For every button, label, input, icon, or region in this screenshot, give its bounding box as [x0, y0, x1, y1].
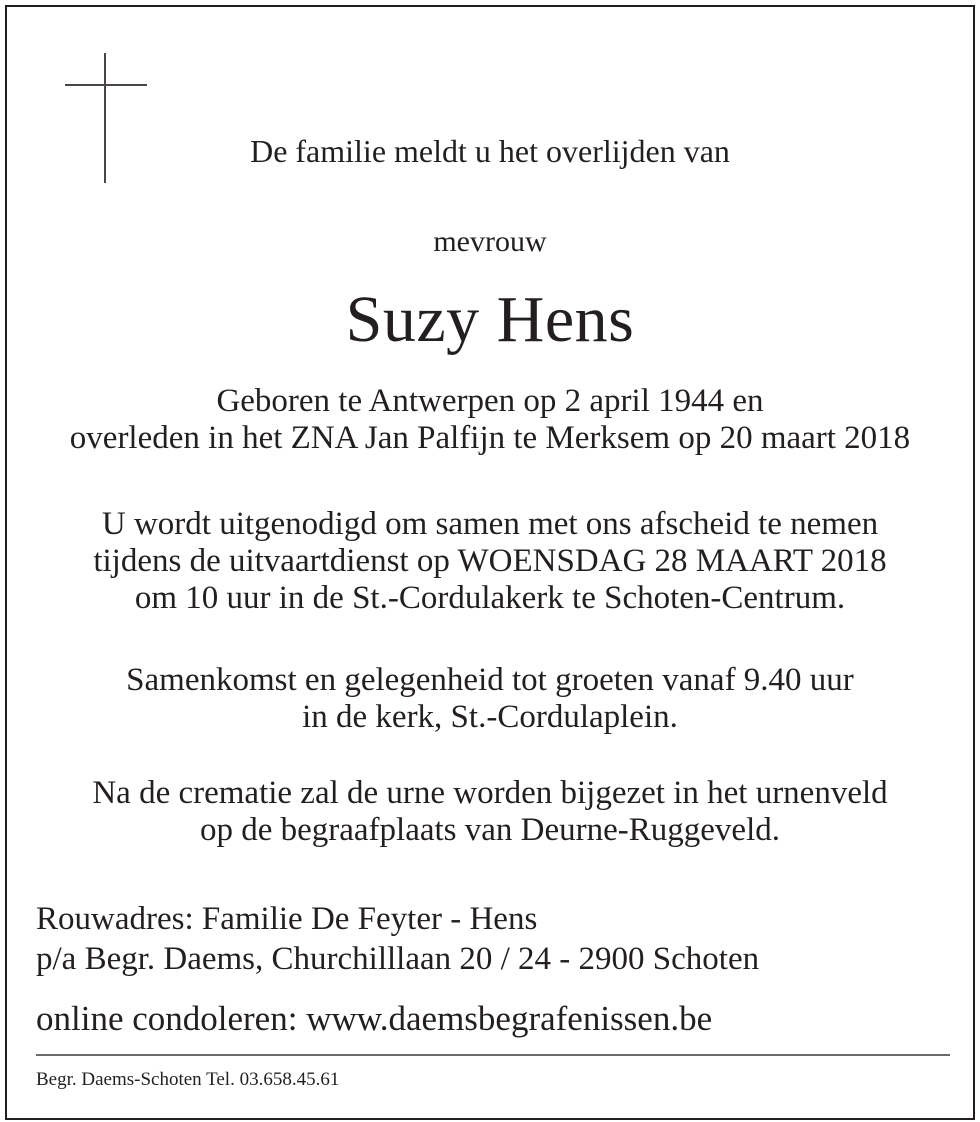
- gathering-line: in de kerk, St.-Cordulaplein.: [302, 699, 678, 735]
- birth-line: Geboren te Antwerpen op 2 april 1944 en: [216, 383, 764, 419]
- invitation-block: [0, 506, 980, 617]
- deceased-name: Suzy Hens: [345, 283, 635, 356]
- funeral-home-footer: Begr. Daems-Schoten Tel. 03.658.45.61: [36, 1069, 340, 1090]
- cross-horizontal-bar: [65, 84, 147, 86]
- honorific: mevrouw: [433, 225, 547, 258]
- cremation-block: [0, 775, 980, 849]
- mourning-address: [36, 899, 759, 979]
- address-line: Rouwadres: Familie De Feyter - Hens: [36, 901, 538, 937]
- cremation-line: op de begraafplaats van Deurne-Ruggeveld.: [199, 812, 780, 848]
- gathering-line: Samenkomst en gelegenheid tot groeten vanaf 9.40 uur: [126, 662, 854, 698]
- invitation-line: tijdens de uitvaartdienst op WOENSDAG 28 MAART 2018: [93, 543, 887, 579]
- online-condolence: online condoleren: www.daemsbegrafenissen.be: [36, 999, 713, 1038]
- death-line: overleden in het ZNA Jan Palfijn te Merksem op 20 maart 2018: [69, 420, 911, 456]
- birth-death-block: [0, 383, 980, 457]
- cremation-line: Na de crematie zal de urne worden bijgezet in het urnenveld: [92, 775, 888, 811]
- invitation-line: U wordt uitgenodigd om samen met ons afscheid te nemen: [101, 506, 879, 542]
- address-line: p/a Begr. Daems, Churchilllaan 20 / 24 - 2900 Schoten: [36, 941, 760, 977]
- intro-text: De familie meldt u het overlijden van: [250, 133, 730, 169]
- invitation-line: om 10 uur in de St.-Cordulakerk te Schoten-Centrum.: [134, 580, 846, 616]
- divider: [36, 1054, 950, 1056]
- gathering-block: [0, 662, 980, 736]
